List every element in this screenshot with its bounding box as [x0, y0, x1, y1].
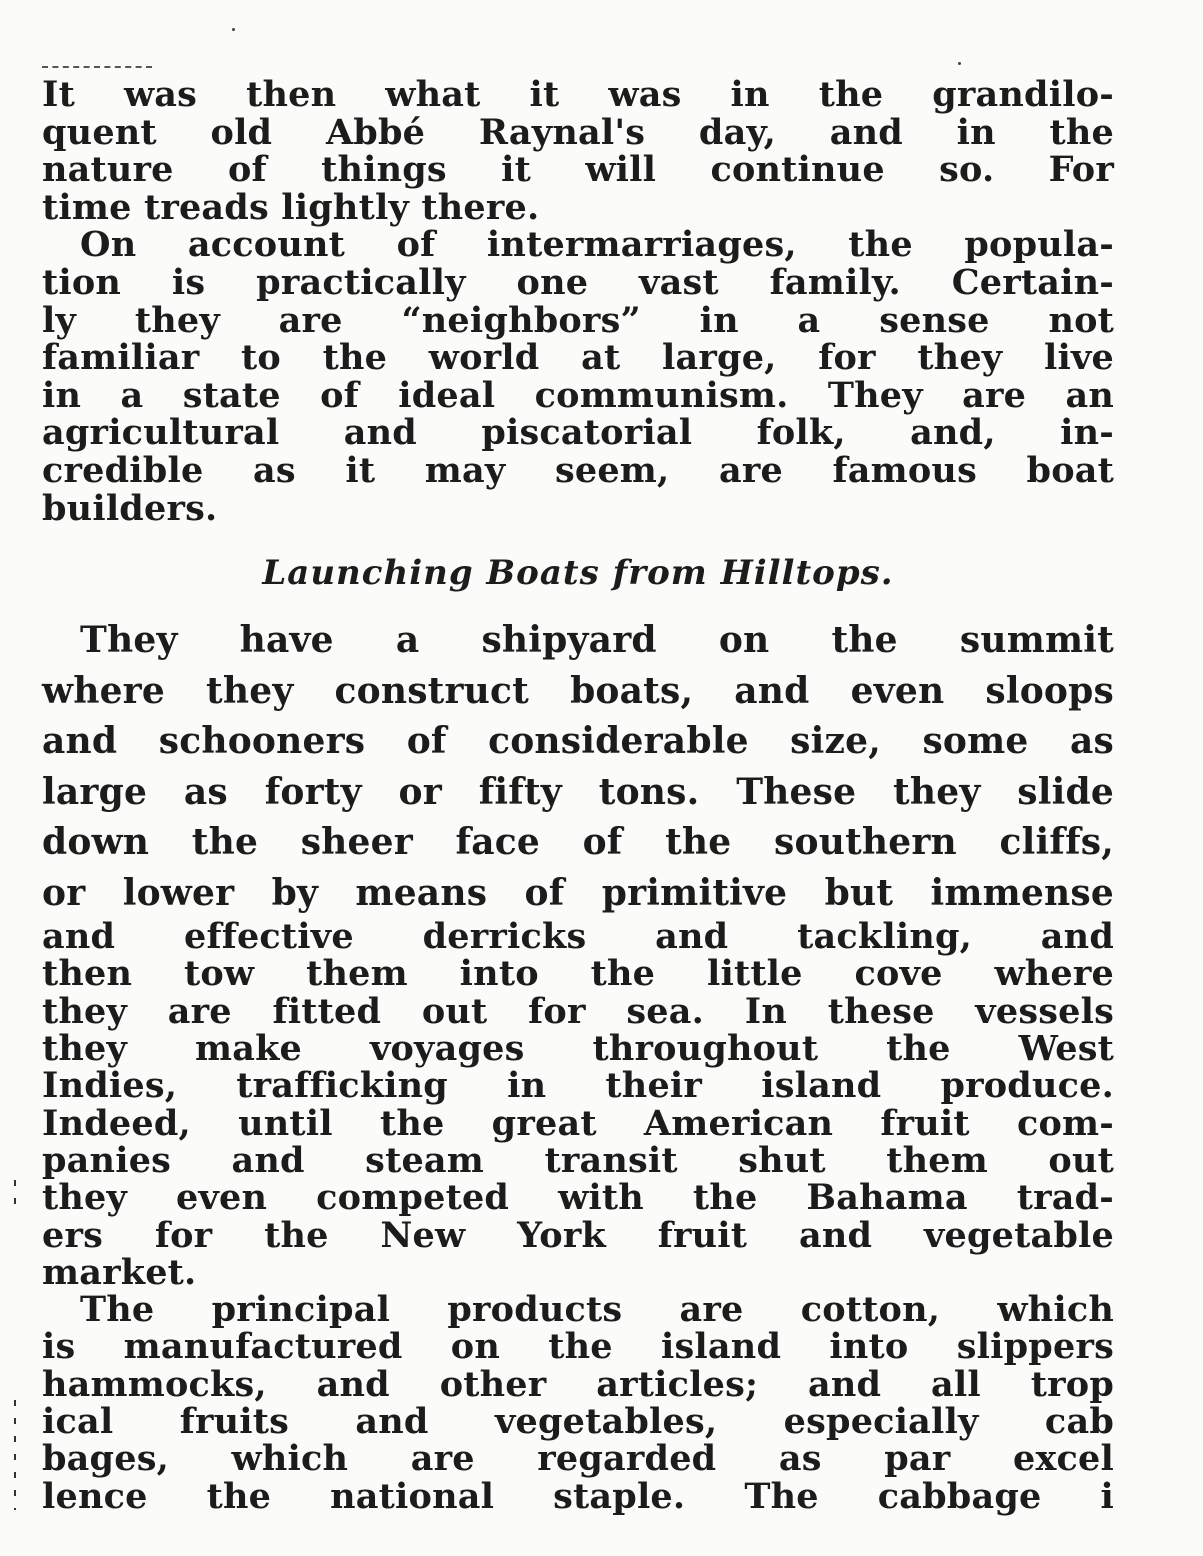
- text-line: The principal products are cotton, which: [80, 1289, 1114, 1331]
- text-line: panies and steam transit shut them out: [42, 1139, 1114, 1181]
- text-line: credible as it may seem, are famous boat: [42, 449, 1114, 491]
- text-line: lence the national staple. The cabbage i: [42, 1475, 1114, 1517]
- paragraph-3-large: [42, 615, 1114, 918]
- text-line: tion is practically one vast family. Certain-: [42, 261, 1114, 303]
- ink-speck: [958, 62, 961, 65]
- text-line: Indeed, until the great American fruit com-: [42, 1102, 1114, 1144]
- paragraph-4: [42, 1291, 1114, 1515]
- text-line: hammocks, and other articles; and all trop: [42, 1363, 1114, 1405]
- text-line: time treads lightly there.: [42, 186, 540, 228]
- text-line: familiar to the world at large, for they live: [42, 337, 1114, 379]
- text-line: nature of things it will continue so. For: [42, 149, 1114, 191]
- ink-speck: [232, 28, 235, 31]
- text-line: or lower by means of primitive but immense: [42, 871, 1114, 914]
- text-line: quent old Abbé Raynal's day, and in the: [42, 111, 1114, 153]
- text-line: they even competed with the Bahama trad-: [42, 1177, 1114, 1219]
- section-heading: Launching Boats from Hilltops.: [262, 553, 894, 594]
- text-line: down the sheer face of the southern cliffs,: [42, 821, 1114, 864]
- margin-mark: [14, 1180, 16, 1210]
- text-line: ly they are “neighbors” in a sense not: [42, 299, 1114, 341]
- paragraph-2: [42, 226, 1114, 527]
- paragraph-1: [42, 76, 1114, 226]
- text-line: ical fruits and vegetables, especially cab: [42, 1400, 1114, 1442]
- text-line: It was then what it was in the grandilo-: [42, 74, 1114, 115]
- text-line: On account of intermarriages, the popula-: [80, 224, 1114, 266]
- text-line: large as forty or fifty tons. These they slide: [42, 770, 1114, 813]
- text-line: ers for the New York fruit and vegetable: [42, 1214, 1114, 1256]
- text-line: where they construct boats, and even sloops: [42, 669, 1114, 712]
- top-rule: [42, 66, 152, 68]
- text-line: builders.: [42, 487, 218, 529]
- text-line: they make voyages throughout the West: [42, 1028, 1114, 1070]
- text-line: and effective derricks and tackling, and: [42, 916, 1114, 958]
- paragraph-3-continued: [42, 918, 1114, 1291]
- text-line: in a state of ideal communism. They are an: [42, 374, 1114, 416]
- text-line: They have a shipyard on the summit: [80, 619, 1114, 662]
- text-line: bages, which are regarded as par excel: [42, 1438, 1114, 1480]
- text-line: they are fitted out for sea. In these vessels: [42, 990, 1114, 1032]
- text-line: market.: [42, 1251, 197, 1293]
- text-line: is manufactured on the island into slippers: [42, 1326, 1114, 1368]
- text-line: then tow them into the little cove where: [42, 953, 1114, 995]
- text-line: Indies, trafficking in their island produce.: [42, 1065, 1114, 1107]
- text-line: and schooners of considerable size, some as: [42, 720, 1114, 763]
- text-line: agricultural and piscatorial folk, and, in-: [42, 412, 1114, 454]
- margin-mark: [14, 1400, 16, 1510]
- newspaper-clipping: [42, 76, 1114, 1515]
